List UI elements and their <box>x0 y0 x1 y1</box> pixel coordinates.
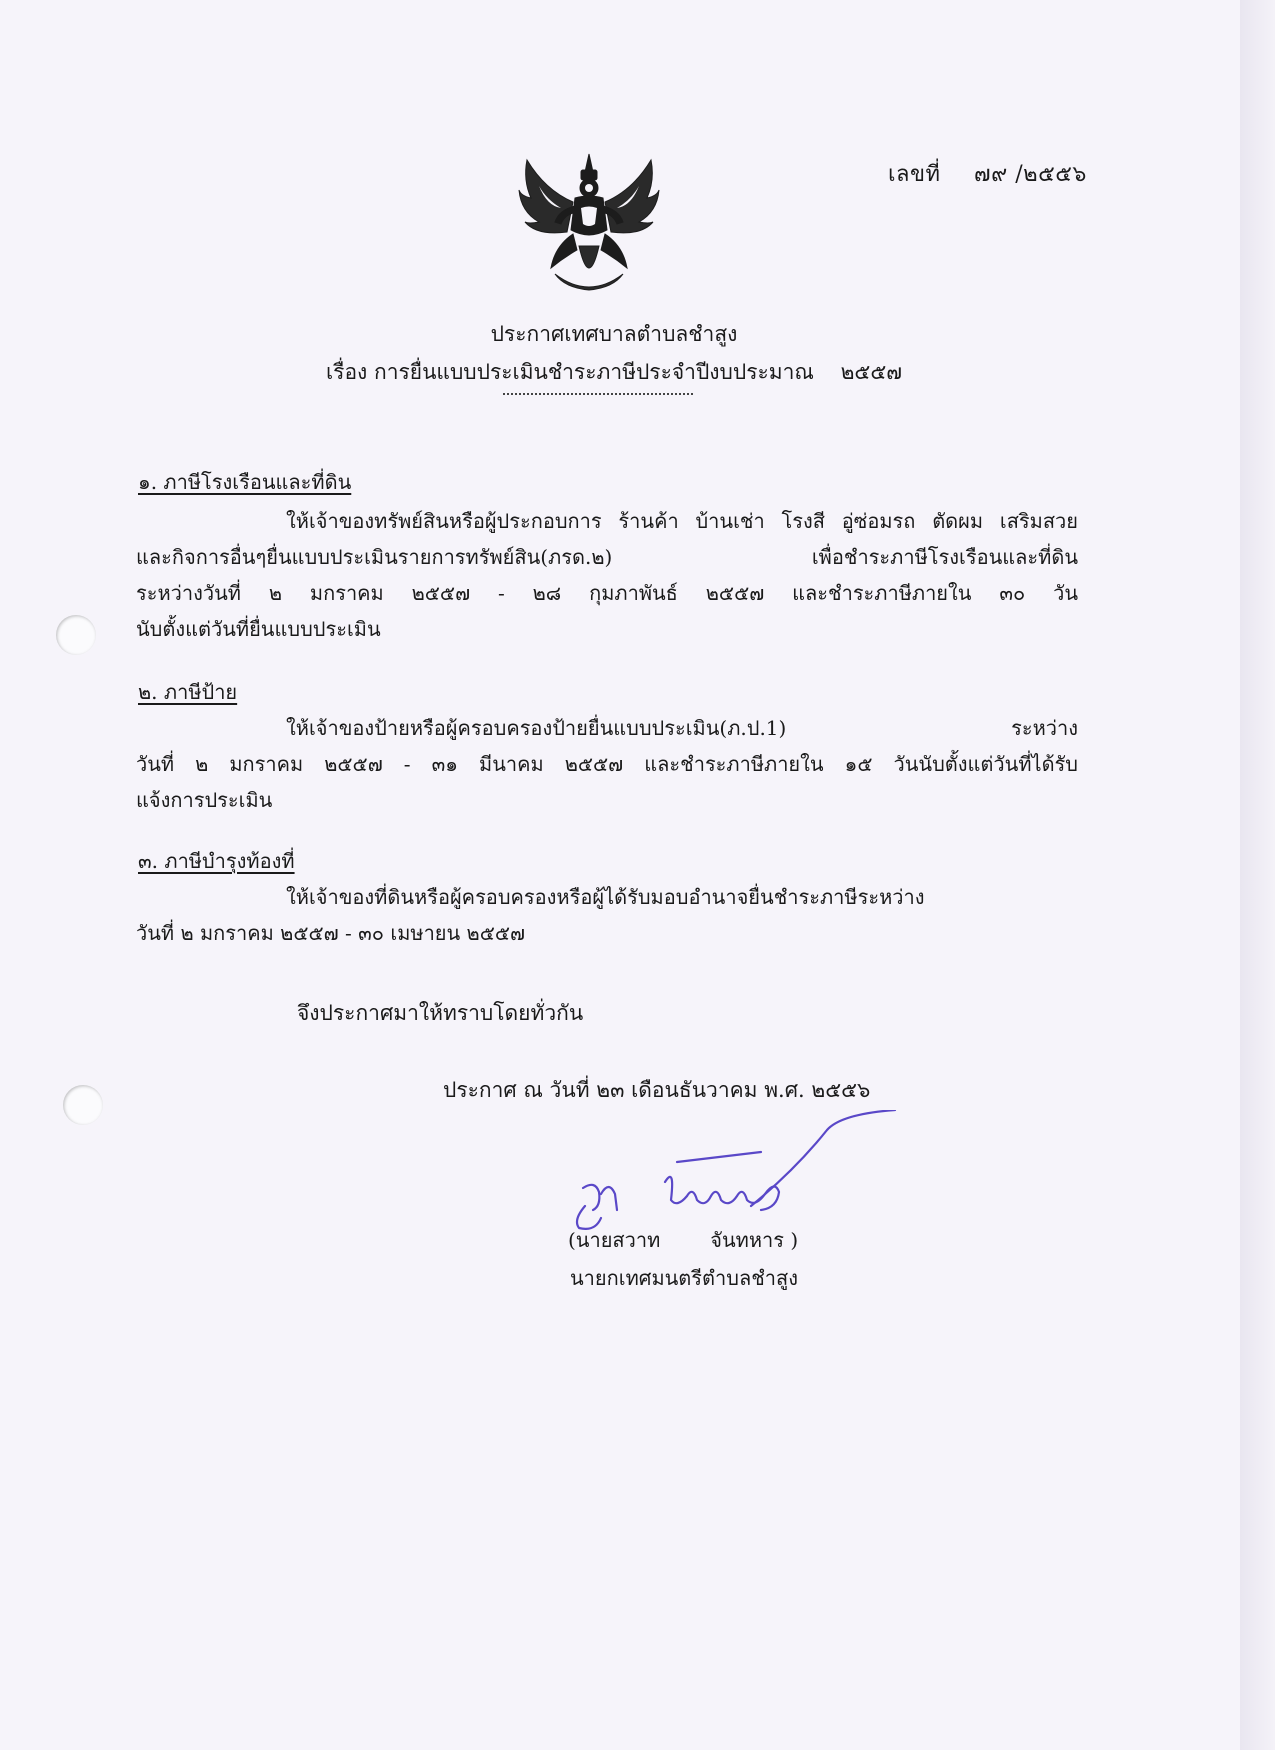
punch-hole <box>63 1085 103 1125</box>
section-paragraph <box>136 503 1078 647</box>
section-heading: ๓. ภาษีบำรุงท้องที่ <box>138 849 295 873</box>
section-paragraph <box>136 710 1078 818</box>
signer-first: (นายสวาท <box>568 1228 661 1252</box>
closing-statement: จึงประกาศมาให้ทราบโดยทั่วกัน <box>297 1001 584 1025</box>
section-heading: ๒. ภาษีป้าย <box>138 680 238 704</box>
handwritten-signature <box>565 1110 905 1230</box>
paragraph-line: วันที่ ๒ มกราคม ๒๕๕๗ - ๓๑ มีนาคม ๒๕๕๗ และชำระภาษีภายใน ๑๕ วันนับตั้งแต่วันที่ได้รับ <box>136 752 1078 776</box>
paragraph-line: ให้เจ้าของป้ายหรือผู้ครอบครองป้ายยื่นแบบประเมิน(ภ.ป.1) ระหว่าง <box>286 716 1078 740</box>
paragraph-line: และกิจการอื่นๆยื่นแบบประเมินรายการทรัพย์สิน(ภรด.๒) เพื่อชำระภาษีโรงเรือนและที่ดิน <box>136 545 1078 569</box>
paragraph-line: ให้เจ้าของที่ดินหรือผู้ครอบครองหรือผู้ได้รับมอบอำนาจยื่นชำระภาษีระหว่าง <box>286 885 925 909</box>
document-number-label: เลขที่ <box>888 162 941 187</box>
signer-position: นายกเทศมนตรีตำบลชำสูง <box>570 1266 798 1290</box>
dotted-separator <box>503 393 693 395</box>
announcement-date: ประกาศ ณ วันที่ ๒๓ เดือนธันวาคม พ.ศ. ๒๕๕๖ <box>443 1078 871 1102</box>
section-heading: ๑. ภาษีโรงเรือนและที่ดิน <box>138 470 352 494</box>
paragraph-line: แจ้งการประเมิน <box>136 788 273 812</box>
document-number <box>888 156 1087 191</box>
punch-hole <box>56 615 96 655</box>
announcement-subject <box>0 356 1234 389</box>
garuda-emblem <box>515 150 663 298</box>
section-paragraph <box>136 879 1056 951</box>
scan-edge <box>1240 0 1275 1750</box>
document-number-value: ๗๙ /๒๕๕๖ <box>974 162 1087 187</box>
subject-text: เรื่อง การยื่นแบบประเมินชำระภาษีประจำปีงบประมาณ <box>325 360 814 384</box>
paragraph-line: ระหว่างวันที่ ๒ มกราคม ๒๕๕๗ - ๒๘ กุมภาพันธ์ ๒๕๕๗ และชำระภาษีภายใน ๓๐ วัน <box>136 581 1078 605</box>
paragraph-line: ให้เจ้าของทรัพย์สินหรือผู้ประกอบการ ร้านค้า บ้านเช่า โรงสี อู่ซ่อมรถ ตัดผม เสริมสวย <box>286 509 1078 533</box>
paragraph-line: นับตั้งแต่วันที่ยื่นแบบประเมิน <box>136 617 381 641</box>
announcement-issuer: ประกาศเทศบาลตำบลชำสูง <box>490 322 738 346</box>
signer-name <box>568 1224 798 1256</box>
signer-last: จันทหาร ) <box>710 1228 799 1252</box>
paragraph-line: วันที่ ๒ มกราคม ๒๕๕๗ - ๓๐ เมษายน ๒๕๕๗ <box>136 921 526 945</box>
subject-year: ๒๕๕๗ <box>840 360 902 384</box>
